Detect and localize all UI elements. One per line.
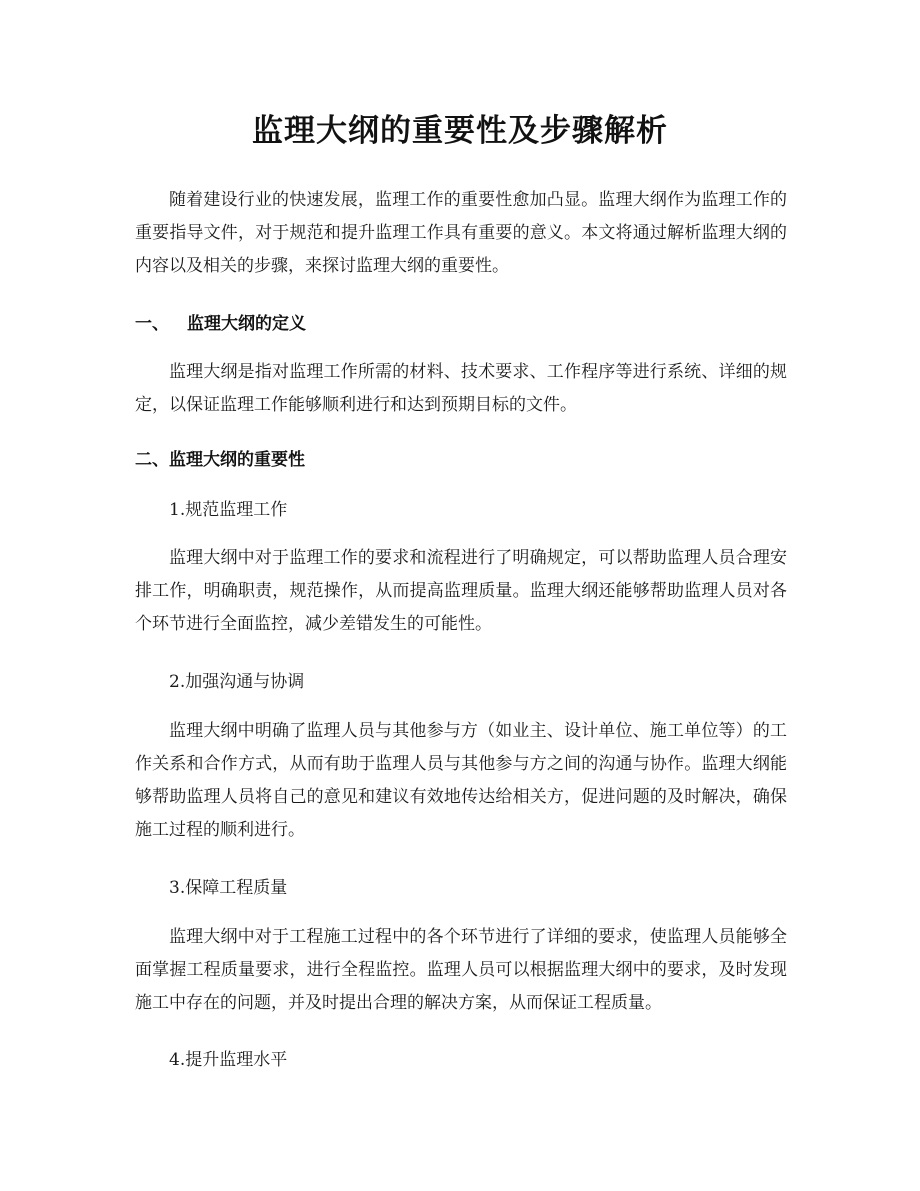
item2-title: 2.加强沟通与协调 <box>169 672 305 692</box>
section1-heading-text: 监理大纲的定义 <box>187 314 306 334</box>
item2-paragraph: 监理大纲中明确了监理人员与其他参与方（如业主、设计单位、施工单位等）的工作关系和合作方式，从而有助于监理人员与其他参与方之间的沟通与协作。监理大纲能够帮助监理人员将自己的意见和建议有效地传达给相关方，促进问题的及时解决，确保施工过程的顺利进行。 <box>135 721 787 840</box>
document-title: 监理大纲的重要性及步骤解析 <box>252 113 668 149</box>
item3-title: 3.保障工程质量 <box>169 878 288 898</box>
item1-paragraph: 监理大纲中对于监理工作的要求和流程进行了明确规定，可以帮助监理人员合理安排工作，明确职责，规范操作，从而提高监理质量。监理大纲还能够帮助监理人员对各个环节进行全面监控，减少差错发生的可能性。 <box>135 548 787 634</box>
item3-paragraph: 监理大纲中对于工程施工过程中的各个环节进行了详细的要求，使监理人员能够全面掌握工程质量要求，进行全程监控。监理人员可以根据监理大纲中的要求，及时发现施工中存在的问题，并及时提出合理的解决方案，从而保证工程质量。 <box>135 927 787 1013</box>
item1-title: 1.规范监理工作 <box>169 500 288 520</box>
item4-title: 4.提升监理水平 <box>169 1050 288 1070</box>
section1-number: 一、 <box>135 314 169 334</box>
section1-paragraph: 监理大纲是指对监理工作所需的材料、技术要求、工作程序等进行系统、详细的规定，以保证监理工作能够顺利进行和达到预期目标的文件。 <box>135 362 787 415</box>
intro-paragraph: 随着建设行业的快速发展，监理工作的重要性愈加凸显。监理大纲作为监理工作的重要指导文件，对于规范和提升监理工作具有重要的意义。本文将通过解析监理大纲的内容以及相关的步骤，来探讨监理大纲的重要性。 <box>135 190 787 276</box>
section1-heading <box>135 309 787 339</box>
section2-heading: 二、监理大纲的重要性 <box>135 450 305 470</box>
